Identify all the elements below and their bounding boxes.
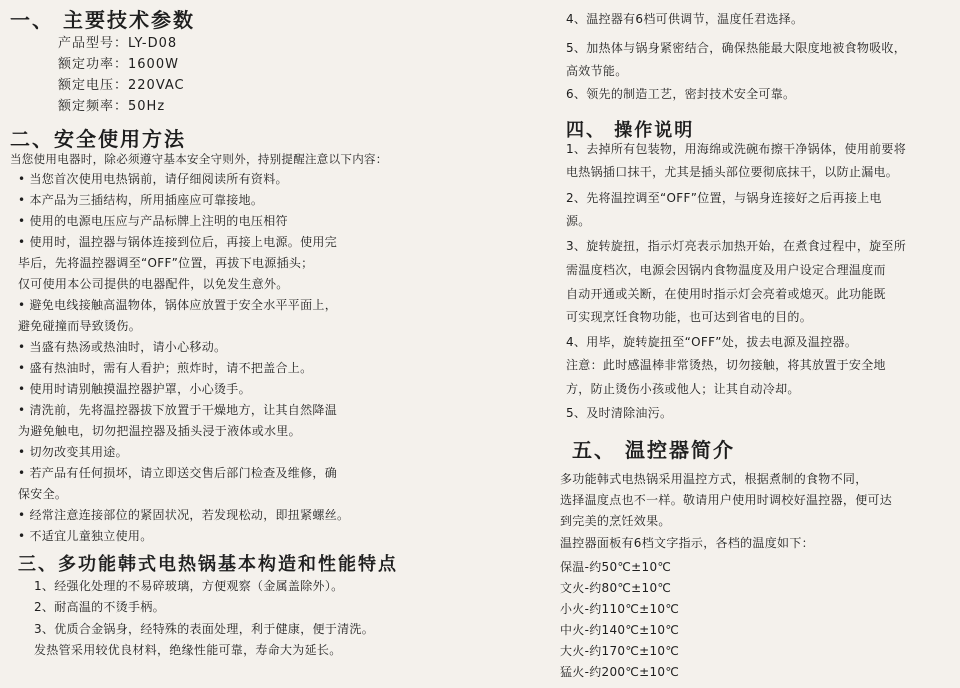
temperature-level: 大火-约170℃±10℃ [560,644,680,658]
safety-line: • 不适宜儿童独立使用。 [18,529,153,543]
operation-line: 自动开通或关断，在使用时指示灯会亮着或熄灭。此功能既 [566,287,886,301]
safety-line: • 使用的电源电压应与产品标牌上注明的电压相符 [18,214,288,228]
safety-line: 毕后，先将温控器调至“OFF”位置，再拔下电源插头； [18,256,314,270]
temperature-level: 猛火-约200℃±10℃ [560,665,680,679]
temperature-level: 小火-约110℃±10℃ [560,602,680,616]
feature-line: 4、温控器有6档可供调节，温度任君选择。 [566,12,804,26]
temperature-level: 保温-约50℃±10℃ [560,560,672,574]
feature-line: 5、加热体与锅身紧密结合，确保热能最大限度地被食物吸收， [566,41,907,55]
operation-line: 1、去掉所有包装物，用海绵或洗碗布擦干净锅体，使用前要将 [566,142,907,156]
safety-line: • 使用时，温控器与锅体连接到位后，再接上电源。使用完 [18,235,337,249]
spec-voltage: 额定电压：220VAC [58,78,185,93]
section5-title: 五、 温控器简介 [572,438,735,462]
operation-line: 4、用毕，旋转旋扭至“OFF”处，拔去电源及温控器。 [566,335,858,349]
safety-line: • 使用时请别触摸温控器护罩，小心烫手。 [18,382,251,396]
safety-line: • 盛有热油时，需有人看护；煎炸时，请不把盖合上。 [18,361,313,375]
operation-line: 电热锅插口抹干，尤其是插头部位要彻底抹干，以防止漏电。 [566,165,899,179]
section4-title: 四、 操作说明 [566,120,695,141]
safety-line: 保安全。 [18,487,68,501]
operation-line: 2、先将温控调至“OFF”位置，与锅身连接好之后再接上电 [566,191,882,205]
feature-line: 3、优质合金锅身，经特殊的表面处理，利于健康，便于清洗。 [34,622,375,636]
section3-title: 三、多功能韩式电热锅基本构造和性能特点 [18,554,398,575]
thermostat-paragraph: 多功能韩式电热锅采用温控方式，根据煮制的食物不同， [560,472,868,486]
operation-line: 3、旋转旋扭，指示灯亮表示加热开始，在煮食过程中，旋至所 [566,239,907,253]
operation-line: 可实现烹饪食物功能，也可达到省电的目的。 [566,310,813,324]
spec-model: 产品型号：LY-D08 [58,36,178,51]
spec-frequency: 额定频率：50Hz [58,99,166,114]
section2-intro: 当您使用电器时，除必须遵守基本安全守则外，持别提醒注意以下内容： [10,152,388,166]
feature-line: 高效节能。 [566,64,628,78]
operation-line: 注意：此时感温棒非常烫热，切勿接触，将其放置于安全地 [566,358,886,372]
spec-power: 额定功率：1600W [58,57,179,72]
thermostat-panel-intro: 温控器面板有6档文字指示，各档的温度如下： [560,536,814,550]
operation-line: 5、及时清除油污。 [566,406,673,420]
safety-line: 仅可使用本公司提供的电器配件，以免发生意外。 [18,277,289,291]
feature-line: 发热管采用较优良材料，绝缘性能可靠，寿命大为延长。 [34,643,342,657]
safety-line: • 切勿改变其用途。 [18,445,128,459]
section2-title: 二、安全使用方法 [10,127,186,151]
feature-line: 1、经强化处理的不易碎玻璃，方便观察（金属盖除外）。 [34,579,344,593]
safety-line: • 本产品为三插结构，所用插座应可靠接地。 [18,193,264,207]
section1-title: 一、 主要技术参数 [10,8,195,32]
safety-line: 为避免触电，切勿把温控器及插头浸于液体或水里。 [18,424,301,438]
safety-line: • 当盛有热汤或热油时，请小心移动。 [18,340,227,354]
feature-line: 6、领先的制造工艺，密封技术安全可靠。 [566,87,796,101]
safety-line: • 清洗前，先将温控器拔下放置于干燥地方，让其自然降温 [18,403,337,417]
safety-line: • 避免电线接触高温物体，锅体应放置于安全水平平面上， [18,298,337,312]
thermostat-paragraph: 选择温度点也不一样。敬请用户使用时调校好温控器，便可达 [560,493,893,507]
thermostat-paragraph: 到完美的烹饪效果。 [560,514,671,528]
temperature-level: 文火-约80℃±10℃ [560,581,672,595]
safety-line: 避免碰撞而导致烫伤。 [18,319,142,333]
safety-line: • 当您首次使用电热锅前，请仔细阅读所有资料。 [18,172,288,186]
safety-line: • 经常注意连接部位的紧固状况，若发现松动，即扭紧螺丝。 [18,508,350,522]
temperature-level: 中火-约140℃±10℃ [560,623,680,637]
operation-line: 需温度档次，电源会因锅内食物温度及用户设定合理温度而 [566,263,886,277]
safety-line: • 若产品有任何损坏，请立即送交售后部门检查及维修，确 [18,466,337,480]
feature-line: 2、耐高温的不烫手柄。 [34,600,165,614]
operation-line: 方，防止烫伤小孩或他人；让其自动冷却。 [566,382,800,396]
operation-line: 源。 [566,214,591,228]
